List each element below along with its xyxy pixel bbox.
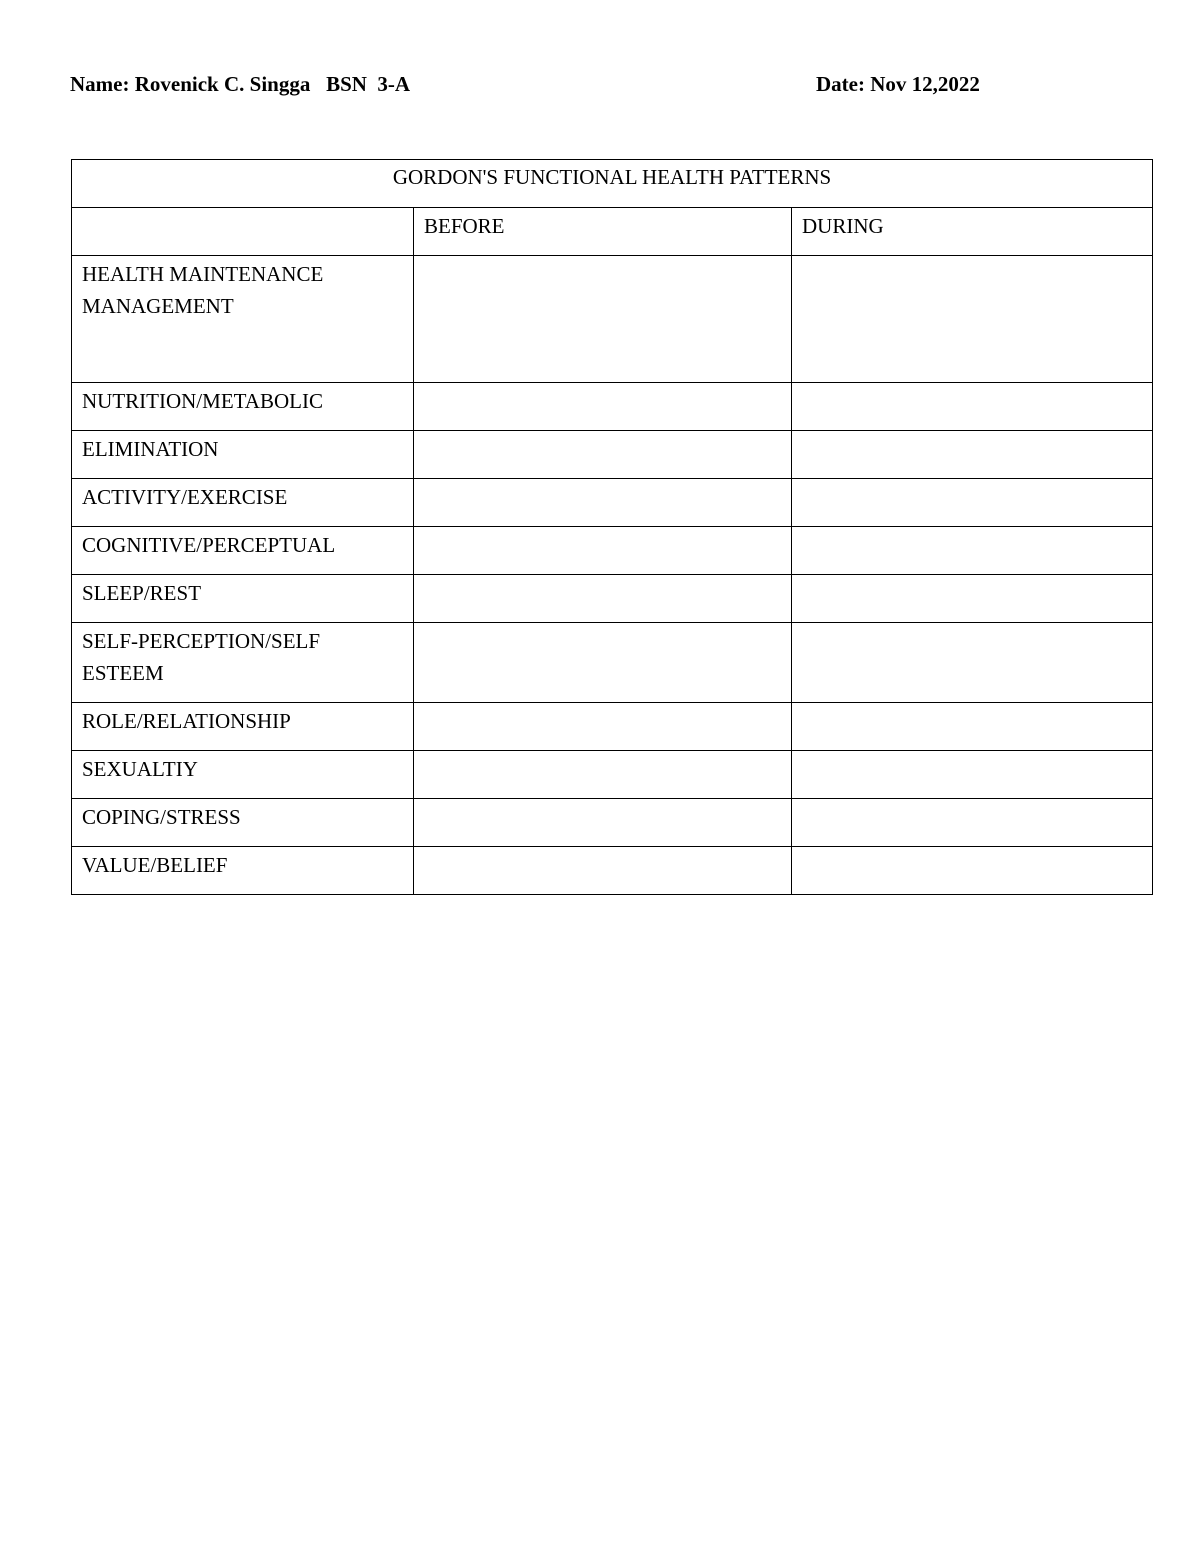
table-row (72, 703, 1153, 751)
during-cell[interactable] (792, 383, 1153, 431)
before-cell[interactable] (414, 623, 792, 703)
pattern-label: SEXUALTIY (72, 751, 414, 799)
student-name-text: Name: Rovenick C. Singga BSN 3-A (70, 72, 411, 96)
table-row (72, 623, 1153, 703)
table-row (72, 799, 1153, 847)
table-row (72, 256, 1153, 383)
pattern-label: SLEEP/REST (72, 575, 414, 623)
table-row (72, 479, 1153, 527)
pattern-label: SELF-PERCEPTION/SELF ESTEEM (72, 623, 414, 703)
table-row (72, 751, 1153, 799)
table-row (72, 575, 1153, 623)
column-header-during: DURING (792, 208, 1153, 256)
before-cell[interactable] (414, 527, 792, 575)
during-cell[interactable] (792, 847, 1153, 895)
table-row (72, 383, 1153, 431)
before-cell[interactable] (414, 799, 792, 847)
pattern-label: COGNITIVE/PERCEPTUAL (72, 527, 414, 575)
before-cell[interactable] (414, 847, 792, 895)
date-text: Date: Nov 12,2022 (816, 72, 980, 96)
pattern-label: ACTIVITY/EXERCISE (72, 479, 414, 527)
during-cell[interactable] (792, 703, 1153, 751)
before-cell[interactable] (414, 751, 792, 799)
table-row (72, 431, 1153, 479)
pattern-label: NUTRITION/METABOLIC (72, 383, 414, 431)
before-cell[interactable] (414, 575, 792, 623)
before-cell[interactable] (414, 383, 792, 431)
during-cell[interactable] (792, 479, 1153, 527)
during-cell[interactable] (792, 751, 1153, 799)
pattern-label: ROLE/RELATIONSHIP (72, 703, 414, 751)
functional-health-patterns-table (71, 159, 1153, 895)
table-title: GORDON'S FUNCTIONAL HEALTH PATTERNS (72, 160, 1153, 208)
table-row (72, 527, 1153, 575)
table-title-row (72, 160, 1153, 208)
during-cell[interactable] (792, 799, 1153, 847)
before-cell[interactable] (414, 703, 792, 751)
column-header-row (72, 208, 1153, 256)
column-header-before: BEFORE (414, 208, 792, 256)
pattern-label: HEALTH MAINTENANCE MANAGEMENT (72, 256, 414, 383)
during-cell[interactable] (792, 256, 1153, 383)
during-cell[interactable] (792, 527, 1153, 575)
before-cell[interactable] (414, 256, 792, 383)
pattern-label: COPING/STRESS (72, 799, 414, 847)
before-cell[interactable] (414, 431, 792, 479)
document-header (70, 72, 1150, 102)
before-cell[interactable] (414, 479, 792, 527)
during-cell[interactable] (792, 431, 1153, 479)
during-cell[interactable] (792, 575, 1153, 623)
during-cell[interactable] (792, 623, 1153, 703)
pattern-label: ELIMINATION (72, 431, 414, 479)
pattern-label: VALUE/BELIEF (72, 847, 414, 895)
table-row (72, 847, 1153, 895)
column-header-pattern (72, 208, 414, 256)
